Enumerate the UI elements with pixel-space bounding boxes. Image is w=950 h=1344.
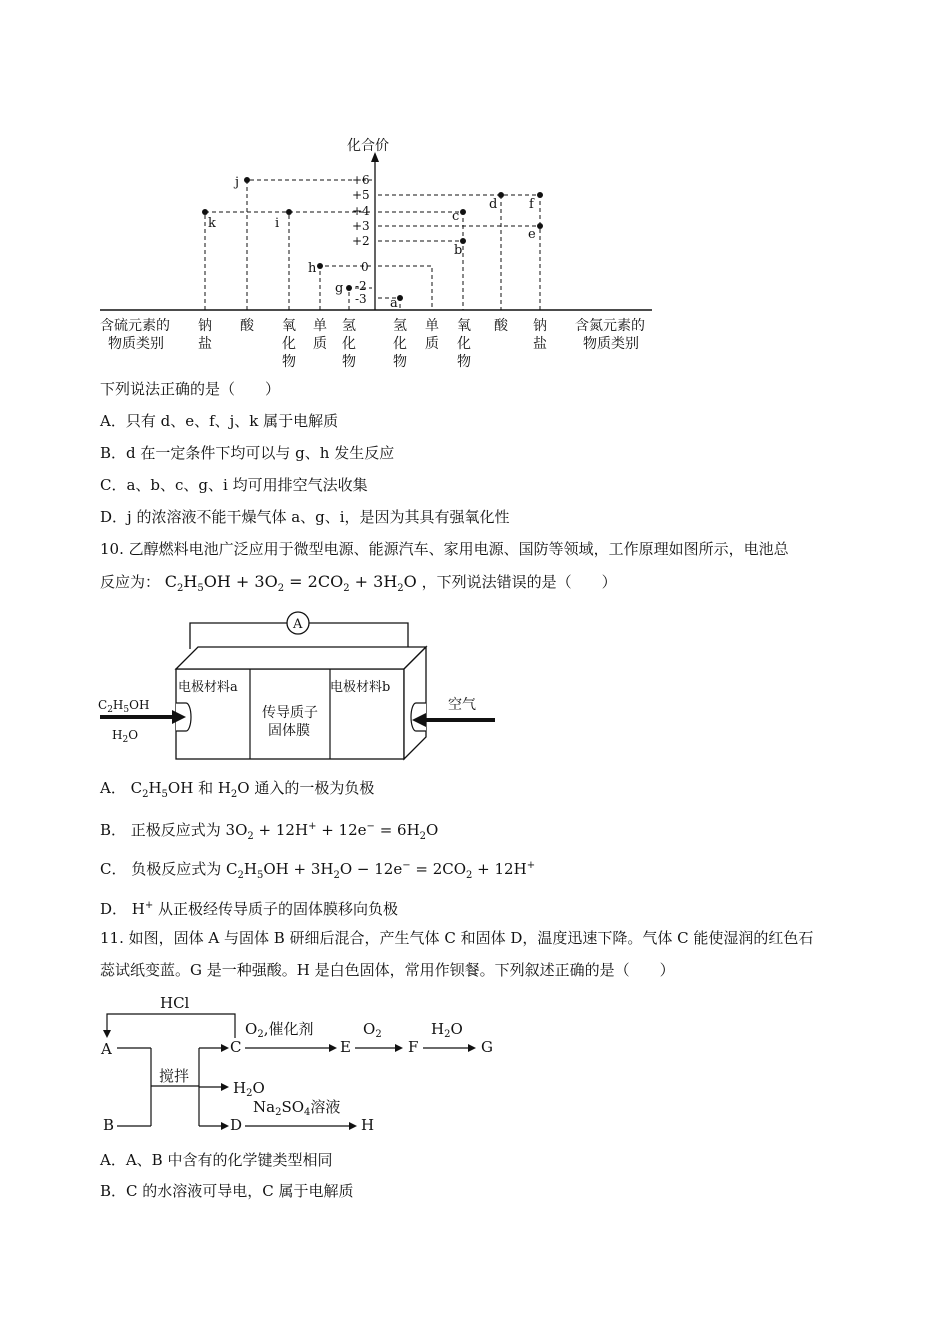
category-label: 盐 [533,336,547,352]
axis-title-line: 含硫元素的 [100,318,170,334]
valence-category-chart [0,130,950,370]
tick-label: +3 [352,219,370,233]
category-label: 化 [393,336,407,352]
tick-label: -2 [355,279,367,293]
point-label-d: d [489,197,498,212]
left-axis-title [100,318,170,352]
electrode-b-label: 电极材料b [330,680,391,695]
category-label: 钠 [533,318,547,334]
stir-label: 搅拌 [159,1067,190,1085]
tick-label: +4 [352,204,370,218]
q11-option-a: A．A、B 中含有的化学键类型相同 [100,1151,333,1169]
reaction-flow-diagram [95,988,515,1138]
membrane-label: 固体膜 [268,723,310,739]
category-label: 单 [425,318,439,334]
point-g [346,285,352,291]
input-air: 空气 [448,697,476,713]
category-label: 化 [282,336,296,352]
point-f [537,192,543,198]
point-a [397,295,403,301]
axis-title-line: 物质类别 [583,336,639,352]
category-label: 氢 [342,318,356,334]
point-label-k: k [208,216,216,231]
q10-suffix: ，下列说法错误的是（ ） [421,573,617,591]
category-label: 物 [393,354,407,370]
point-label-i: i [275,216,280,231]
category-label: 物 [342,354,356,370]
node-F: F [408,1038,419,1056]
point-h [317,263,323,269]
hcl-label: HCl [160,994,190,1012]
category-label: 物 [282,354,296,370]
category-label: 盐 [198,336,212,352]
category-label: 氢 [393,318,407,334]
category-label: 钠 [198,318,212,334]
q11-option-b: B．C 的水溶液可导电，C 属于电解质 [100,1182,354,1200]
tick-label: +2 [352,234,370,248]
category-label: 化 [457,336,471,352]
q11-stem-line1: 11. 如图，固体 A 与固体 B 研细后混合，产生气体 C 和固体 D，温度迅速下降。气体 C 能使湿润的红色石 [100,929,814,947]
na2so4-label: $Na_2SO_4$溶液 [253,1098,341,1118]
point-label-f: f [529,197,534,212]
point-label-g: g [335,281,344,296]
q9-option-b: B．d 在一定条件下均可以与 g、h 发生反应 [100,444,395,462]
node-D: D [230,1116,243,1134]
point-e [537,223,543,229]
q9-option-d: D．j 的浓溶液不能干燥气体 a、g、i，是因为其具有强氧化性 [100,508,510,526]
node-A: A [101,1040,112,1058]
point-j [244,177,250,183]
category-label: 氧 [457,318,471,334]
node-B: B [103,1116,115,1134]
category-label: 酸 [240,318,254,334]
point-k [202,209,208,215]
q10-stem-line2 [100,572,617,599]
fuel-cell-diagram [90,605,510,765]
q10-option-c: C． 负极反应式为 $C_2H_5OH + 3H_2O - 12e^- = 2CO_2 + 12H^+$ [100,860,536,881]
point-i [286,209,292,215]
q9-option-a: A．只有 d、e、f、j、k 属于电解质 [100,412,339,430]
o2-label: $O_2$ [363,1020,382,1040]
q11-stem-line2: 蕊试纸变蓝。G 是一种强酸。H 是白色固体，常用作钡餐。下列叙述正确的是（ ） [100,961,675,979]
axis-title-line: 含氮元素的 [575,318,645,334]
q10-prefix: 反应为： [100,573,161,591]
cell-top [176,647,426,669]
category-label: 单 [313,318,327,334]
point-label-j: j [235,175,240,190]
input-ethanol: $C_2H_5OH$ [98,698,150,715]
category-label: 酸 [494,318,508,334]
category-label: 氧 [282,318,296,334]
electrode-a-label: 电极材料a [178,680,238,695]
category-label: 质 [425,336,439,352]
q10-option-b: B． 正极反应式为 $3O_2 + 12H^+ + 12e^- = 6H_2O$ [100,821,439,842]
point-label-b: b [454,243,463,258]
point-label-c: c [452,209,460,224]
category-label: 物 [457,354,471,370]
membrane-label: 传导质子 [262,705,318,721]
axis-title-line: 物质类别 [108,336,164,352]
node-H: H [361,1116,375,1134]
water-product: $H_2O$ [233,1079,265,1099]
point-d [498,192,504,198]
node-E: E [340,1038,351,1056]
ammeter-label: A [293,617,303,632]
node-G: G [481,1038,493,1056]
y-axis-label: 化合价 [347,138,389,154]
right-axis-title [575,318,645,352]
valence-ticks [352,173,370,306]
q9-option-c: C．a、b、c、g、i 均可用排空气法收集 [100,476,368,494]
q10-option-a: A． $C_2H_5OH$ 和 $H_2O$ 通入的一极为负极 [100,779,375,800]
o2-catalyst-label: $O_2$,催化剂 [245,1020,314,1040]
point-c [460,209,466,215]
category-label: 质 [313,336,327,352]
point-label-e: e [528,227,536,242]
point-label-h: h [308,261,317,276]
q9-stem: 下列说法正确的是（ ） [100,380,281,398]
tick-label: +6 [352,173,370,187]
input-water: $H_2O$ [112,728,139,745]
category-label: 化 [342,336,356,352]
point-label-a: a [390,296,398,311]
q10-equation: $C_2H_5OH + 3O_2 = 2CO_2 + 3H_2O$ [164,572,417,595]
category-labels [198,317,547,370]
h2o-label: $H_2O$ [431,1020,463,1040]
node-C: C [230,1038,242,1056]
tick-label: -3 [355,292,367,306]
q10-stem-line1: 10. 乙醇燃料电池广泛应用于微型电源、能源汽车、家用电源、国防等领域，工作原理如图所示，电池总 [100,540,789,558]
data-points [202,177,543,301]
q10-option-d: D． H+ 从正极经传导质子的固体膜移向负极 [100,900,399,918]
tick-label: 0 [361,260,369,274]
tick-label: +5 [352,188,370,202]
